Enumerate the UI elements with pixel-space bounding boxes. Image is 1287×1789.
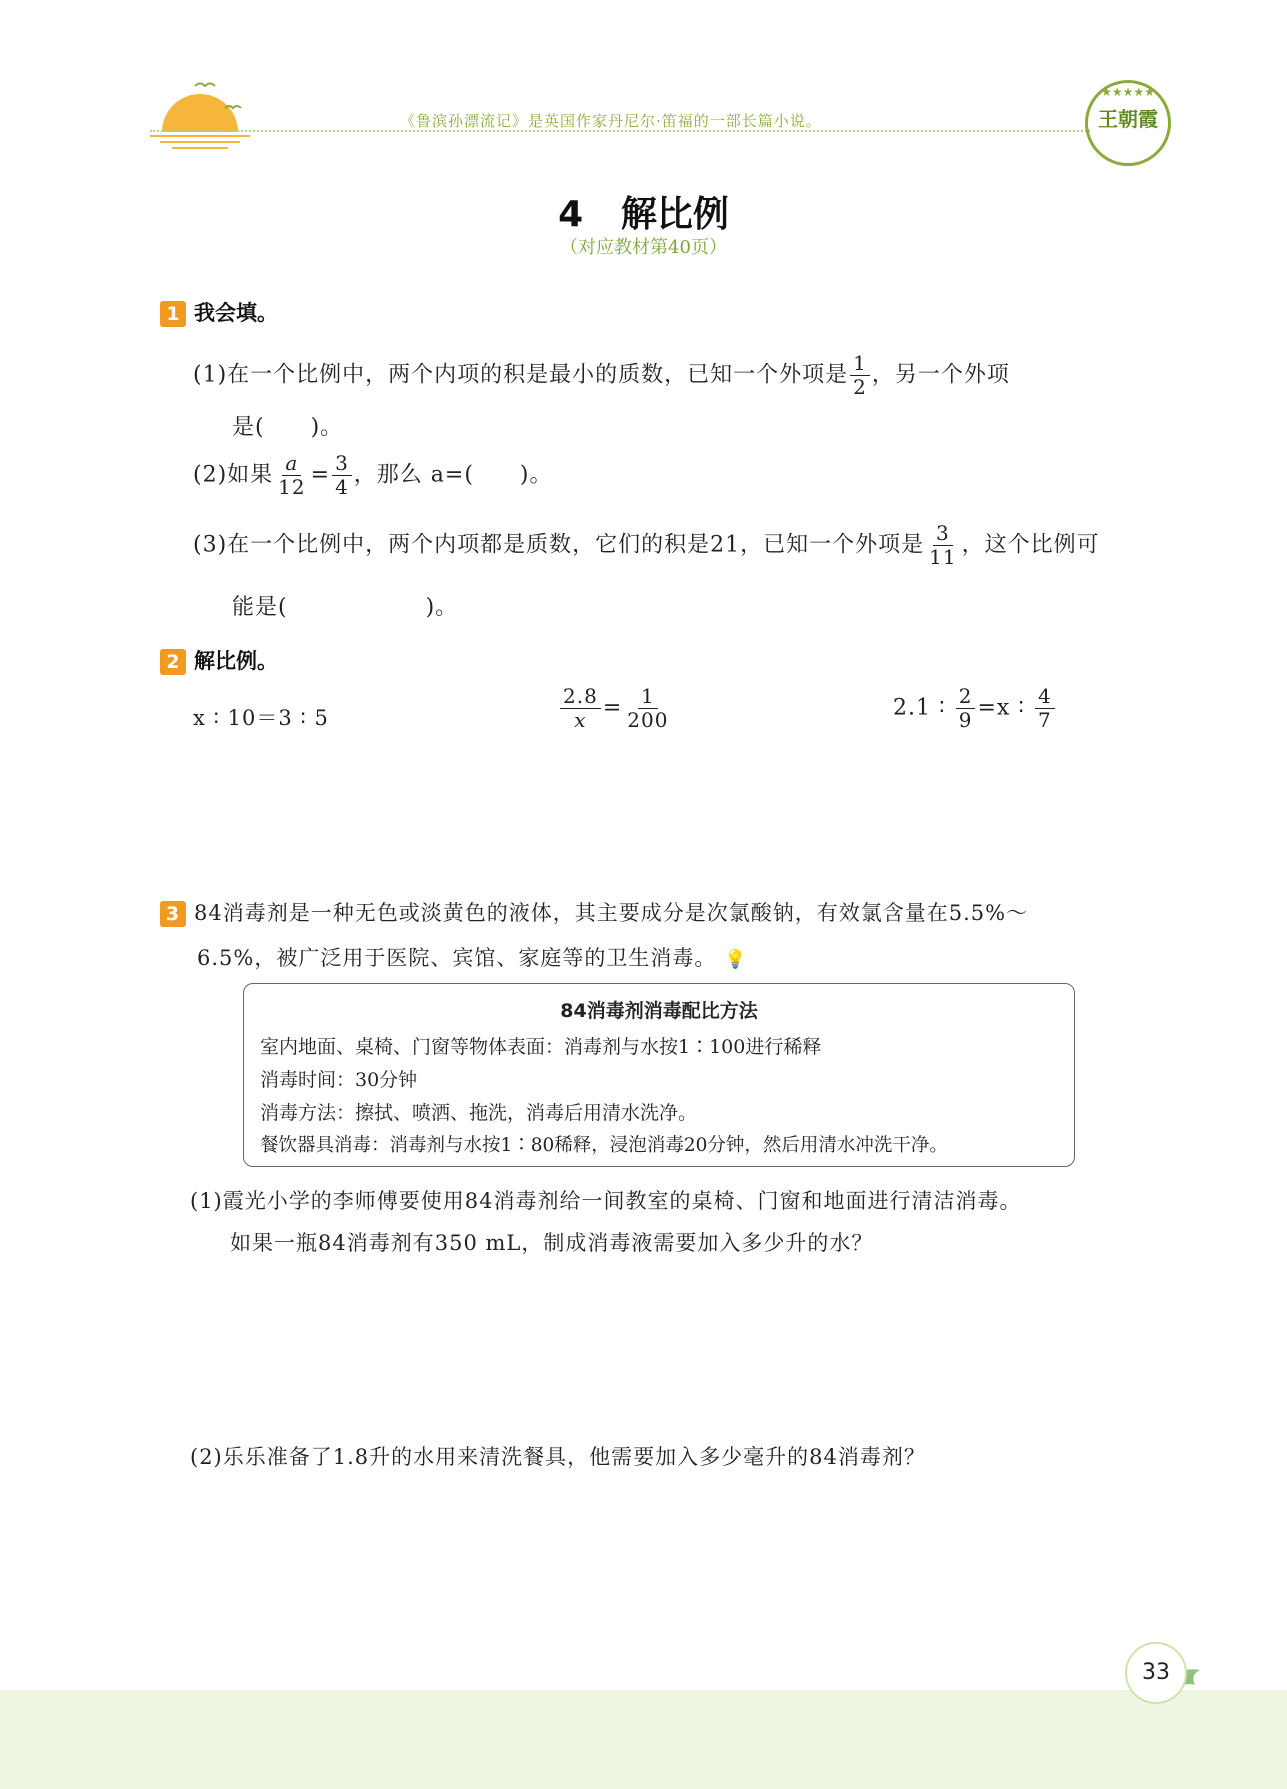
q3-intro-line2: 6.5%，被广泛用于医院、宾馆、家庭等的卫生消毒。 💡 bbox=[197, 946, 748, 970]
q3-sub2: (2)乐乐准备了1.8升的水用来清洗餐具，他需要加入多少毫升的84消毒剂？ bbox=[190, 1445, 926, 1469]
q2-equation-2: $\frac{2.8}{x}$ = $\frac{1}{200}$ bbox=[558, 685, 673, 732]
fraction: $\frac{1}{2}$ bbox=[850, 352, 870, 399]
fraction: $\frac{a}{12}$ bbox=[278, 451, 306, 499]
q2-heading-text: 解比例。 bbox=[194, 649, 278, 673]
footer-band bbox=[0, 1690, 1287, 1789]
fraction: $\frac{2.8}{x}$ bbox=[560, 685, 601, 732]
q2-number-badge: 2 bbox=[160, 649, 186, 675]
q1-number-badge: 1 bbox=[160, 301, 186, 327]
info-box bbox=[243, 983, 1075, 1167]
q3-sub1-line2: 如果一瓶84消毒剂有350 mL，制成消毒液需要加入多少升的水？ bbox=[230, 1231, 874, 1255]
info-box-line: 室内地面、桌椅、门窗等物体表面：消毒剂与水按1∶100进行稀释 bbox=[260, 1036, 822, 1058]
q1-item3: (3)在一个比例中，两个内项都是质数，它们的积是21，已知一个外项是 $\frac{3}{11}$ ，这个比例可 bbox=[193, 521, 1100, 569]
info-box-line: 餐饮器具消毒：消毒剂与水按1∶80稀释，浸泡消毒20分钟，然后用清水冲洗干净。 bbox=[260, 1135, 948, 1156]
logo-text: 王朝霞 bbox=[1098, 107, 1158, 131]
fraction: $\frac{1}{200}$ bbox=[627, 684, 669, 732]
page-number: 33 bbox=[1125, 1642, 1187, 1704]
header-tagline: 《鲁滨孙漂流记》是英国作家丹尼尔·笛福的一部长篇小说。 bbox=[400, 112, 822, 130]
page-title: 4 解比例 bbox=[558, 194, 729, 235]
q3-number-badge: 3 bbox=[160, 901, 186, 927]
bird-icon bbox=[190, 78, 250, 118]
fraction: $\frac{2}{9}$ bbox=[956, 685, 976, 732]
q1-item1-line2: 是( )。 bbox=[232, 415, 344, 440]
fraction: $\frac{3}{4}$ bbox=[332, 452, 352, 499]
brand-logo bbox=[1085, 80, 1171, 166]
fraction: $\frac{4}{7}$ bbox=[1035, 685, 1055, 732]
fraction: $\frac{3}{11}$ bbox=[929, 521, 957, 569]
q2-equation-3: 2.1 ∶ $\frac{2}{9}$ =x ∶ $\frac{4}{7}$ bbox=[893, 685, 1057, 732]
q2-heading bbox=[160, 645, 278, 675]
page-subtitle: （对应教材第40页） bbox=[560, 237, 727, 258]
lightbulb-icon: 💡 bbox=[724, 949, 748, 970]
q1-item3-line2: 能是( )。 bbox=[232, 595, 459, 620]
q2-equation-1: x ∶ 10＝3 ∶ 5 bbox=[193, 706, 329, 730]
q1-item2: (2)如果 $\frac{a}{12}$ = $\frac{3}{4}$ ，那么 a=( )。 bbox=[193, 451, 553, 499]
q1-heading bbox=[160, 297, 278, 327]
q3-sub1-line1: (1)霞光小学的李师傅要使用84消毒剂给一间教室的桌椅、门窗和地面进行清洁消毒。 bbox=[190, 1189, 1022, 1213]
q3-intro bbox=[160, 897, 1028, 927]
q1-heading-text: 我会填。 bbox=[194, 301, 278, 325]
q3-intro-line1: 84消毒剂是一种无色或淡黄色的液体，其主要成分是次氯酸钠，有效氯含量在5.5%～ bbox=[194, 901, 1029, 925]
logo-stars-icon: ★★★★★ bbox=[1101, 85, 1155, 99]
info-box-line: 消毒时间：30分钟 bbox=[260, 1069, 418, 1091]
info-box-line: 消毒方法：擦拭、喷洒、拖洗，消毒后用清水洗净。 bbox=[260, 1102, 698, 1124]
q1-item1: (1)在一个比例中，两个内项的积是最小的质数，已知一个外项是 $\frac{1}{2}$ ，另一个外项 bbox=[193, 351, 1010, 399]
info-box-title: 84消毒剂消毒配比方法 bbox=[560, 1000, 758, 1022]
